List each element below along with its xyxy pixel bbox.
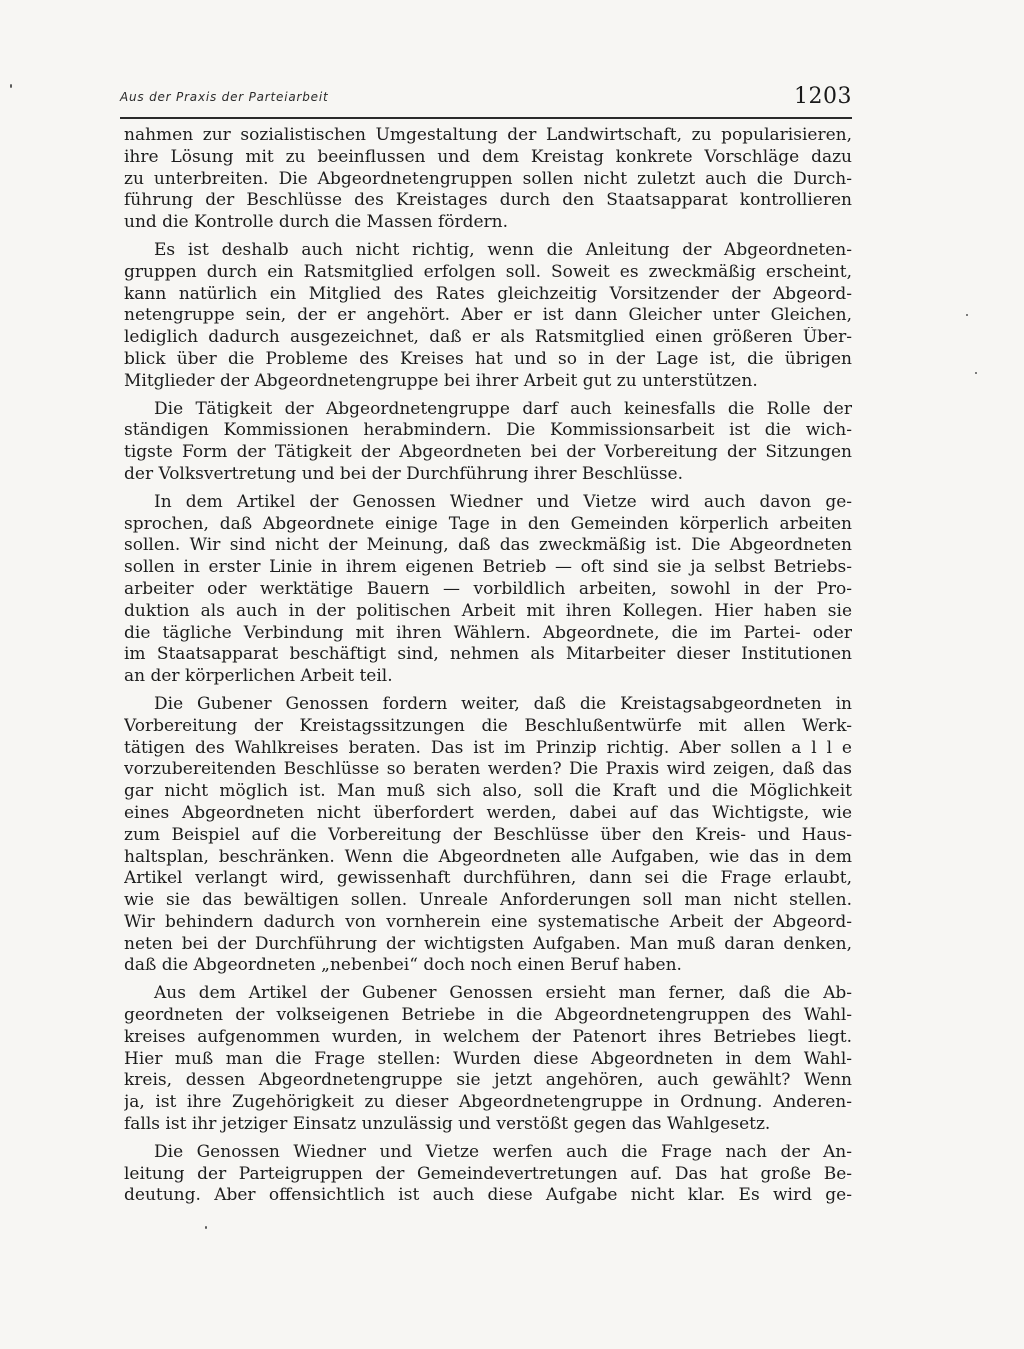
- page-header: [120, 86, 852, 114]
- text-line: netengruppe sein, der er angehört. Aber er ist dann Gleicher unter Gleichen,: [124, 305, 852, 326]
- text-line: führung der Beschlüsse des Kreistages durch den Staatsapparat kontrollieren: [124, 190, 852, 211]
- text-line: sollen in erster Linie in ihrem eigenen Betrieb — oft sind sie ja selbst Betriebs-: [124, 557, 852, 578]
- text-line: zum Beispiel auf die Vorbereitung der Beschlüsse über den Kreis- und Haus-: [124, 824, 852, 845]
- text-line: kreis, dessen Abgeordnetengruppe sie jetzt angehören, auch gewählt? Wenn: [124, 1070, 852, 1091]
- text-line: Die Genossen Wiedner und Vietze werfen auch die Frage nach der An-: [154, 1141, 852, 1162]
- text-line: tätigen des Wahlkreises beraten. Das ist im Prinzip richtig. Aber sollen a l l e: [124, 737, 852, 758]
- text-line: zu unterbreiten. Die Abgeordnetengruppen sollen nicht zuletzt auch die Durch-: [124, 168, 852, 189]
- text-line: Die Tätigkeit der Abgeordnetengruppe darf auch keinesfalls die Rolle der: [154, 398, 852, 419]
- text-line: ja, ist ihre Zugehörigkeit zu dieser Abgeordnetengruppe in Ordnung. Anderen-: [124, 1092, 852, 1113]
- text-line: sprochen, daß Abgeordnete einige Tage in den Gemeinden körperlich arbeiten: [124, 513, 852, 534]
- text-line: neten bei der Durchführung der wichtigsten Aufgaben. Man muß daran denken,: [124, 933, 852, 954]
- text-line: wie sie das bewältigen sollen. Unreale Anforderungen soll man nicht stellen.: [124, 890, 852, 911]
- text-line: deutung. Aber offensichtlich ist auch diese Aufgabe nicht klar. Es wird ge-: [124, 1185, 852, 1206]
- header-rule: [120, 117, 852, 119]
- text-line: tigste Form der Tätigkeit der Abgeordneten bei der Vorbereitung der Sitzungen: [124, 442, 852, 463]
- text-line: sollen. Wir sind nicht der Meinung, daß das zweckmäßig ist. Die Abgeordneten: [124, 535, 852, 556]
- text-line: die tägliche Verbindung mit ihren Wählern. Abgeordnete, die im Partei- oder: [124, 622, 852, 643]
- paragraph: [124, 983, 852, 1136]
- text-line: Vorbereitung der Kreistagssitzungen die Beschlußentwürfe mit allen Werk-: [124, 715, 852, 736]
- text-line: Mitglieder der Abgeordnetengruppe bei ihrer Arbeit gut zu unterstützen.: [124, 370, 758, 391]
- text-line: Aus dem Artikel der Gubener Genossen ersieht man ferner, daß die Ab-: [154, 983, 852, 1004]
- text-line: falls ist ihr jetziger Einsatz unzulässig und verstößt gegen das Wahlgesetz.: [124, 1114, 771, 1135]
- body-text: [124, 125, 852, 1213]
- text-line: ständigen Kommissionen herabmindern. Die Kommissionsarbeit ist die wich-: [124, 420, 852, 441]
- page-number: 1203: [794, 84, 852, 109]
- text-line: duktion als auch in der politischen Arbeit mit ihren Kollegen. Hier haben sie: [124, 600, 852, 621]
- text-line: ihre Lösung mit zu beeinflussen und dem Kreistag konkrete Vorschläge dazu: [124, 146, 852, 167]
- paragraph: [124, 694, 852, 977]
- scan-speck: [966, 314, 968, 316]
- text-line: gruppen durch ein Ratsmitglied erfolgen soll. Soweit es zweckmäßig erscheint,: [124, 261, 852, 282]
- text-line: vorzubereitenden Beschlüsse so beraten werden? Die Praxis wird zeigen, daß das: [124, 759, 852, 780]
- text-line: nahmen zur sozialistischen Umgestaltung der Landwirtschaft, zu popularisieren,: [124, 125, 852, 145]
- text-line: Artikel verlangt wird, gewissenhaft durchführen, dann sei die Frage erlaubt,: [124, 868, 852, 889]
- paragraph: [124, 125, 852, 234]
- text-line: leitung der Parteigruppen der Gemeindevertretungen auf. Das hat große Be-: [124, 1163, 852, 1184]
- text-line: Die Gubener Genossen fordern weiter, daß die Kreistagsabgeordneten in: [154, 693, 852, 714]
- text-line: In dem Artikel der Genossen Wiedner und Vietze wird auch davon ge-: [154, 491, 852, 512]
- text-line: im Staatsapparat beschäftigt sind, nehmen als Mitarbeiter dieser Institutionen: [124, 644, 852, 665]
- text-line: an der körperlichen Arbeit teil.: [124, 666, 393, 687]
- text-line: geordneten der volkseigenen Betriebe in die Abgeordnetengruppen des Wahl-: [124, 1005, 852, 1026]
- text-line: haltsplan, beschränken. Wenn die Abgeordneten alle Aufgaben, wie das in dem: [124, 846, 852, 867]
- text-line: kann natürlich ein Mitglied des Rates gleichzeitig Vorsitzender der Abgeord-: [124, 283, 852, 304]
- text-line: gar nicht möglich ist. Man muß sich also, soll die Kraft und die Möglichkeit: [124, 781, 852, 802]
- paragraph: [124, 1142, 852, 1207]
- scan-speck: [205, 1226, 207, 1229]
- text-line: blick über die Probleme des Kreises hat und so in der Lage ist, die übrigen: [124, 348, 852, 369]
- running-head: Aus der Praxis der Parteiarbeit: [120, 90, 329, 104]
- text-line: lediglich dadurch ausgezeichnet, daß er als Ratsmitglied einen größeren Über-: [124, 327, 852, 348]
- text-line: arbeiter oder werktätige Bauern — vorbildlich arbeiten, sowohl in der Pro-: [124, 578, 852, 599]
- text-line: Es ist deshalb auch nicht richtig, wenn die Anleitung der Abgeordneten-: [154, 239, 852, 260]
- paragraph: [124, 399, 852, 486]
- text-line: Hier muß man die Frage stellen: Wurden diese Abgeordneten in dem Wahl-: [124, 1048, 852, 1069]
- text-line: eines Abgeordneten nicht überfordert werden, dabei auf das Wichtigste, wie: [124, 802, 852, 823]
- scan-speck: [10, 84, 12, 88]
- text-line: daß die Abgeordneten „nebenbei“ doch noch einen Beruf haben.: [124, 955, 682, 976]
- paragraph: [124, 240, 852, 393]
- paragraph: [124, 492, 852, 688]
- scan-speck: [975, 372, 977, 374]
- text-line: der Volksvertretung und bei der Durchführung ihrer Beschlüsse.: [124, 463, 683, 484]
- text-line: kreises aufgenommen wurden, in welchem der Patenort ihres Betriebes liegt.: [124, 1026, 852, 1047]
- text-line: und die Kontrolle durch die Massen fördern.: [124, 212, 509, 233]
- text-line: Wir behindern dadurch von vornherein eine systematische Arbeit der Abgeord-: [124, 911, 852, 932]
